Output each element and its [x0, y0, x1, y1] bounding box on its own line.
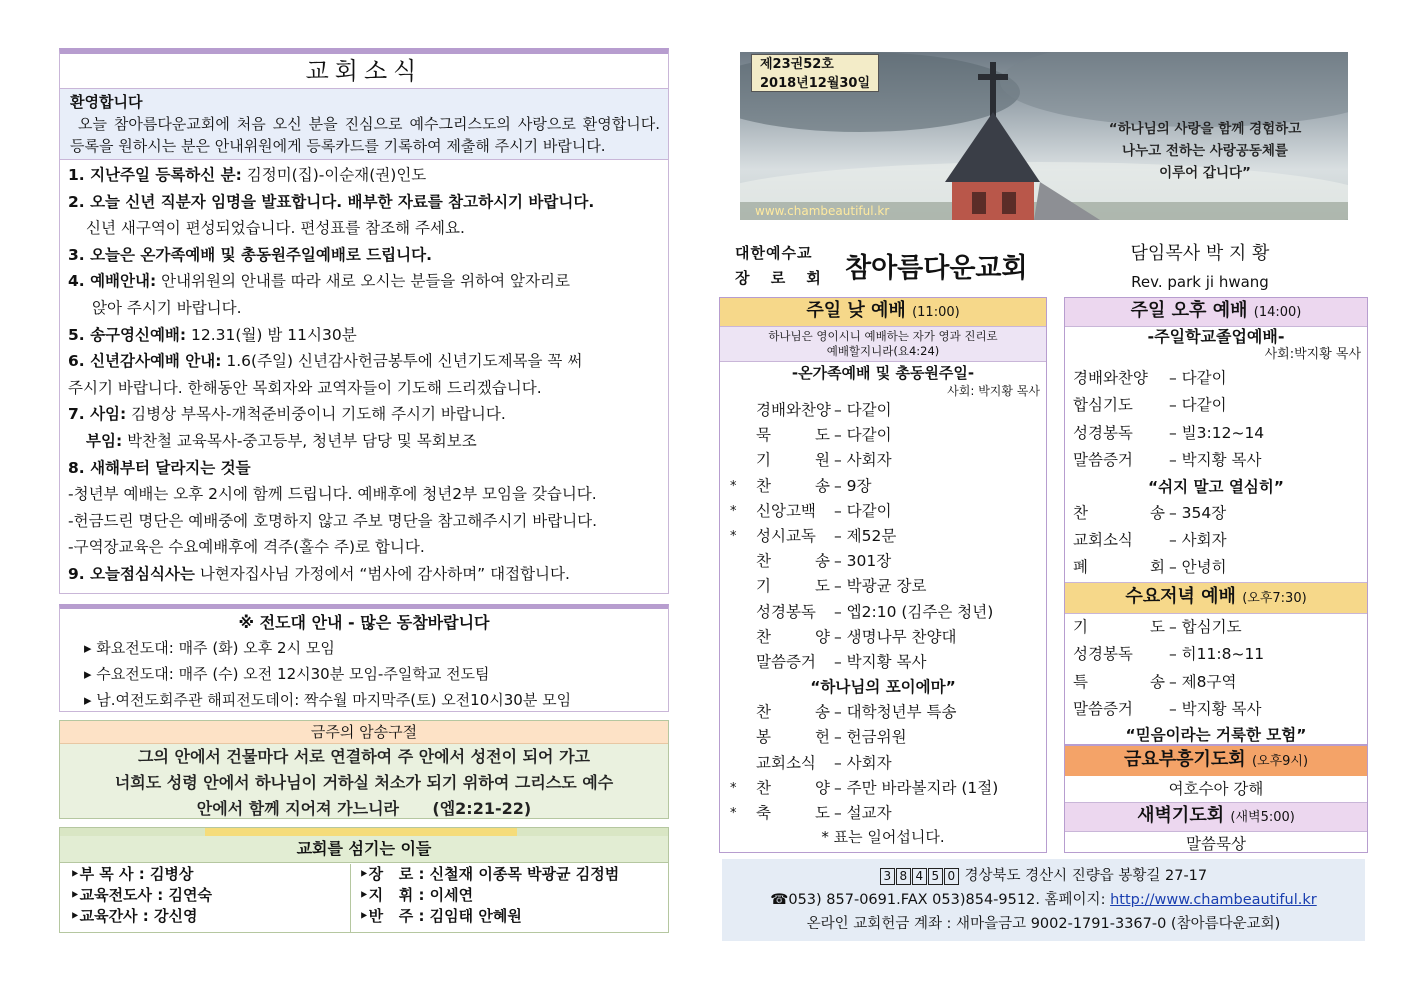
news-item-text: 나현자집사님 가정에서 “범사에 감사하며” 대접합니다. — [194, 564, 570, 583]
sunday-am-title: 주일 낮 예배 — [806, 300, 906, 321]
sunday-am-sermon-title: “하나님의 포이에마” — [810, 678, 956, 697]
order-item — [720, 574, 1046, 599]
zip-digit: 5 — [928, 868, 943, 885]
denomination-line: 대한예수교 — [735, 244, 813, 262]
order-item-value: – 설교자 — [834, 804, 892, 823]
staff-title: 교회를 섬기는 이들 — [60, 836, 668, 863]
standing-mark: * — [730, 478, 737, 494]
staff-item: ‣지 휘 : 이세연 — [359, 886, 474, 904]
staff-panel — [59, 827, 669, 933]
order-item — [720, 776, 1046, 801]
order-item-name: 찬 송 — [756, 476, 830, 495]
order-item-value: – 9장 — [834, 476, 872, 495]
order-item — [1065, 554, 1367, 581]
contact-line — [722, 888, 1365, 912]
news-item — [68, 162, 660, 189]
sunday-pm-order-2 — [1065, 500, 1367, 582]
order-item-name: 기 도 — [756, 577, 830, 596]
verse-line: 너희도 성령 안에서 하나님이 거하실 처소가 되기 위하여 그리스도 예수 — [114, 773, 614, 792]
order-item-name: 찬 송 — [1073, 503, 1165, 522]
order-item — [1065, 447, 1367, 474]
homepage-link[interactable]: http://www.chambeautiful.kr — [1110, 892, 1317, 908]
wednesday-order — [1065, 614, 1367, 724]
order-item-value: – 다같이 — [834, 501, 892, 520]
news-item-label: 7. 사임: — [68, 405, 127, 424]
staff-list-right — [350, 864, 619, 932]
memory-verse-title: 금주의 암송구절 — [60, 721, 668, 744]
order-item-name: 기 도 — [1073, 617, 1165, 636]
order-item-name: 찬 양 — [756, 627, 830, 646]
order-item-value: – 301장 — [834, 552, 892, 571]
standing-note: * 표는 일어섭니다. — [821, 828, 945, 847]
banner-url: www.chambeautiful.kr — [755, 204, 890, 218]
news-title: 교회소식 — [60, 54, 668, 89]
order-item — [720, 700, 1046, 725]
order-item-value: – 엡2:10 (김주은 청년) — [834, 602, 994, 621]
news-item-text: 1.6(주일) 신년감사헌금봉투에 신년기도제목을 꼭 써 — [221, 352, 583, 371]
evangelism-title: ※ 전도대 안내 - 많은 동참바랍니다 — [238, 613, 490, 632]
news-item-label: 2. 오늘 신년 직분자 임명을 발표합니다. 배부한 자료를 참고하시기 바랍니다. — [68, 192, 595, 211]
order-item-value: – 빌3:12~14 — [1169, 423, 1265, 442]
zip-digit: 4 — [912, 868, 927, 885]
news-item-label: 부임: — [86, 431, 123, 450]
staff-item: ‣교육간사 : 강신영 — [70, 907, 198, 925]
staff-item: ‣부 목 사 : 김병상 — [70, 865, 194, 883]
staff-item: ‣반 주 : 김임태 안혜원 — [359, 907, 522, 925]
news-item-label: 1. 지난주일 등록하신 분: — [68, 166, 242, 184]
order-item-value: – 안녕히 — [1169, 558, 1227, 577]
order-item-value: – 히11:8~11 — [1169, 645, 1265, 664]
memory-verse-panel — [59, 720, 669, 819]
order-item-value: – 박지황 목사 — [834, 653, 927, 672]
order-item-value: – 다같이 — [834, 426, 892, 445]
news-item — [68, 295, 660, 322]
order-item — [720, 448, 1046, 473]
news-item — [68, 561, 660, 588]
order-item — [1065, 500, 1367, 527]
order-item-value: – 제52문 — [834, 527, 897, 546]
news-item — [68, 268, 660, 295]
order-item — [720, 398, 1046, 423]
order-item — [720, 423, 1046, 448]
church-name: 참아름다운교회 — [845, 253, 1028, 284]
standing-mark: * — [730, 503, 737, 519]
order-item — [1065, 696, 1367, 723]
news-item-text: 김정미(집)-이순재(권)인도 — [241, 166, 427, 184]
order-item — [1065, 365, 1367, 392]
news-item-text: 박찬철 교육목사-중고등부, 청년부 담당 및 목회보조 — [122, 431, 477, 450]
order-item — [1065, 527, 1367, 554]
order-item — [1065, 392, 1367, 419]
order-item-value: – 사회자 — [834, 753, 892, 772]
order-item-value: – 박광균 장로 — [834, 577, 927, 596]
order-item-name: 폐 회 — [1073, 558, 1165, 577]
order-item — [720, 549, 1046, 574]
pastor-info — [1100, 240, 1300, 296]
order-item — [720, 625, 1046, 650]
order-item-value: – 사회자 — [1169, 531, 1227, 550]
standing-mark: * — [730, 806, 737, 822]
order-item — [720, 801, 1046, 826]
news-item-text: 앉아 주시기 바랍니다. — [92, 298, 242, 317]
order-item-value: – 주만 바라볼지라 (1절) — [834, 778, 999, 797]
order-item-name: 특 송 — [1073, 672, 1165, 691]
news-item-text: 신년 새구역이 편성되었습니다. 편성표를 참조해 주세요. — [86, 219, 465, 238]
memory-verse-text — [60, 744, 668, 822]
zip-digit: 0 — [944, 868, 959, 885]
order-item — [720, 725, 1046, 750]
order-item — [720, 474, 1046, 499]
issue-volume: 제23권52호 — [760, 57, 834, 72]
sunday-morning-service — [719, 297, 1047, 853]
account-info: 온라인 교회헌금 계좌 : 새마을금고 9002-1791-3367-0 (참아름다운교회) — [806, 916, 1281, 932]
sunday-pm-title: 주일 오후 예배 — [1130, 300, 1248, 321]
news-item-text: 12.31(월) 밤 11시30분 — [186, 325, 357, 344]
order-item-name: 교회소식 — [1073, 531, 1133, 550]
news-item-label: 8. 새해부터 달라지는 것들 — [68, 458, 251, 477]
sunday-am-header — [720, 298, 1046, 327]
order-item-value: – 다같이 — [834, 401, 892, 419]
order-item-name: 찬 송 — [756, 703, 830, 722]
order-item-name: 축 도 — [756, 804, 830, 823]
news-item — [68, 481, 660, 508]
staff-item: ‣장 로 : 신철재 이종목 박광균 김정범 — [359, 865, 620, 883]
order-item-name: 찬 송 — [756, 552, 830, 571]
news-item — [68, 322, 660, 349]
news-items — [60, 160, 668, 588]
order-item-name: 성시교독 — [756, 527, 816, 546]
slogan-line: 이루어 갑니다” — [1159, 165, 1251, 181]
order-item-value: – 사회자 — [834, 451, 892, 470]
news-item-text: -헌금드린 명단은 예배중에 호명하지 않고 주보 명단을 참고해주시기 바랍니다. — [68, 511, 598, 530]
friday-title: 금요부흥기도회 — [1123, 749, 1246, 770]
staff-item: ‣교육전도사 : 김연숙 — [70, 886, 212, 904]
news-item-text: 김병상 부목사-개척준비중이니 기도해 주시기 바랍니다. — [126, 405, 506, 424]
order-item — [720, 650, 1046, 675]
standing-mark: * — [730, 780, 737, 796]
order-item-name: 말씀증거 — [1073, 451, 1133, 470]
order-item — [1065, 641, 1367, 668]
order-item — [720, 524, 1046, 549]
prayer-meetings — [1064, 745, 1368, 853]
church-slogan — [1070, 118, 1340, 184]
sunday-am-order-2 — [720, 700, 1046, 826]
order-item-name: 교회소식 — [756, 753, 816, 772]
news-item-text: -청년부 예배는 오후 2시에 함께 드립니다. 예배후에 청년2부 모임을 갖습니다. — [68, 485, 597, 504]
friday-topic: 여호수아 강해 — [1065, 776, 1367, 803]
order-item-name: 말씀증거 — [756, 653, 816, 672]
pastor-name-ko: 담임목사 박 지 황 — [1130, 243, 1270, 264]
news-item — [68, 508, 660, 535]
slogan-line: 나누고 전하는 사랑공동체를 — [1122, 143, 1288, 159]
wednesday-time: (오후7:30) — [1242, 590, 1307, 606]
news-item-label: 3. 오늘은 온가족예배 및 총동원주일예배로 드립니다. — [68, 245, 432, 264]
sunday-am-leader: 사회: 박지황 목사 — [947, 384, 1040, 398]
welcome-box — [60, 89, 668, 160]
news-item-text: 주시기 바랍니다. 한해동안 목회자와 교역자들이 기도해 드리겠습니다. — [68, 378, 542, 397]
zip-digit: 3 — [880, 868, 895, 885]
order-item-name: 묵 도 — [756, 426, 830, 445]
standing-mark: * — [730, 529, 737, 545]
news-item — [68, 215, 660, 242]
sunday-pm-service-name: -주일학교졸업예배- — [1147, 327, 1285, 346]
order-item-name: 합심기도 — [1073, 396, 1133, 415]
news-item — [68, 401, 660, 428]
news-item — [68, 189, 660, 216]
sunday-pm-time: (14:00) — [1253, 305, 1302, 320]
address-line — [722, 864, 1365, 888]
order-item — [1065, 669, 1367, 696]
order-item-value: – 헌금위원 — [834, 728, 907, 747]
order-item-name: 경배와찬양 — [756, 401, 831, 419]
news-item — [68, 455, 660, 482]
issue-date: 2018년12월30일 — [760, 76, 871, 91]
news-item-label: 6. 신년감사예배 안내: — [68, 352, 222, 371]
sunday-am-verse: 하나님은 영이시니 예배하는 자가 영과 진리로 예배할지니라(요4:24) — [720, 327, 1046, 362]
evangelism-panel — [59, 604, 669, 712]
order-item-value: – 다같이 — [1169, 396, 1227, 415]
sunday-pm-order — [1065, 365, 1367, 475]
verse-line: 그의 안에서 건물마다 서로 연결하여 주 안에서 성전이 되어 가고 — [138, 747, 590, 766]
order-item-value: – 다같이 — [1169, 369, 1227, 387]
order-item-name: 기 원 — [756, 451, 830, 470]
news-item-label: 5. 송구영신예배: — [68, 325, 187, 344]
address-box — [722, 859, 1365, 941]
order-item-name: 성경봉독 — [1073, 423, 1133, 442]
order-item — [720, 600, 1046, 625]
zip-code — [880, 864, 960, 888]
sunday-pm-header — [1065, 298, 1367, 327]
denomination-line: 장 로 회 — [735, 269, 829, 287]
news-item-text: -구역장교육은 수요예배후에 격주(홀수 주)로 합니다. — [68, 538, 425, 557]
address-text: 경상북도 경산시 진량읍 봉황길 27-17 — [959, 868, 1208, 884]
wednesday-sermon-title: “믿음이라는 거룩한 모험” — [1125, 726, 1307, 745]
order-item-value: – 박지황 목사 — [1169, 700, 1262, 719]
order-item — [720, 499, 1046, 524]
dawn-title: 새벽기도회 — [1137, 805, 1225, 826]
evangelism-item: ▸ 남.여전도회주관 해피전도데이: 짝수월 마지막주(토) 오전10시30분 모임 — [84, 691, 572, 709]
order-item-name: 성경봉독 — [756, 602, 816, 621]
order-item-value: – 생명나무 찬양대 — [834, 627, 957, 646]
friday-header — [1065, 746, 1367, 776]
news-item — [68, 242, 660, 269]
sunday-am-order — [720, 398, 1046, 675]
denomination — [735, 241, 829, 291]
order-item-name: 신앙고백 — [756, 501, 816, 520]
order-item-value: – 제8구역 — [1169, 672, 1237, 691]
news-item — [68, 375, 660, 402]
news-item — [68, 348, 660, 375]
news-item-label: 4. 예배안내: — [68, 272, 157, 291]
verse-line: 안에서 함께 지어져 가느니라 (엡2:21-22) — [196, 799, 532, 818]
order-item-name: 성경봉독 — [1073, 645, 1133, 664]
order-item-value: – 대학청년부 특송 — [834, 703, 957, 722]
sunday-am-service-name: -온가족예배 및 총동원주일- — [791, 364, 975, 382]
sunday-afternoon-service — [1064, 297, 1368, 745]
order-item — [1065, 614, 1367, 641]
staff-bar-accent — [205, 828, 517, 836]
dawn-header — [1065, 803, 1367, 832]
welcome-heading: 환영합니다 — [70, 93, 143, 111]
evangelism-item: ▸ 수요전도대: 매주 (수) 오전 12시30분 모임-주일학교 전도팀 — [84, 665, 490, 683]
news-item — [68, 428, 660, 455]
welcome-body: 오늘 참아름다운교회에 처음 오신 분을 진심으로 예수그리스도의 사랑으로 환영합니다. 등록을 원하시는 분은 안내위원에게 등록카드를 기록하여 제출해 주시기 바랍니다. — [70, 115, 660, 155]
order-item-value: – 354장 — [1169, 503, 1227, 522]
dawn-topic: 말씀묵상 — [1186, 835, 1246, 853]
order-item-name: 찬 양 — [756, 778, 830, 797]
wednesday-header — [1065, 582, 1367, 614]
news-item-label: 9. 오늘점심식사는 — [68, 564, 195, 583]
sunday-am-time: (11:00) — [912, 305, 960, 320]
news-item — [68, 534, 660, 561]
evangelism-item: ▸ 화요전도대: 매주 (화) 오후 2시 모임 — [84, 639, 335, 657]
order-item — [720, 751, 1046, 776]
phone-fax: ☎053) 857-0691.FAX 053)854-9512. 홈페이지: — [770, 892, 1111, 908]
order-item — [1065, 420, 1367, 447]
sunday-pm-sermon-title: “쉬지 말고 열심히” — [1148, 477, 1284, 496]
sunday-pm-leader: 사회:박지황 목사 — [1264, 347, 1361, 362]
order-item-name: 봉 헌 — [756, 728, 830, 747]
issue-info — [751, 54, 879, 92]
order-item-name: 경배와찬양 — [1073, 369, 1148, 387]
news-item-text: 안내위원의 안내를 따라 새로 오시는 분들을 위하여 앞자리로 — [156, 272, 570, 291]
order-item-name: 말씀증거 — [1073, 700, 1133, 719]
pastor-name-en: Rev. park ji hwang — [1131, 273, 1269, 291]
wednesday-title: 수요저녁 예배 — [1125, 585, 1236, 607]
dawn-time: (새벽5:00) — [1230, 810, 1295, 825]
zip-digit: 8 — [896, 868, 911, 885]
staff-list-left — [70, 864, 212, 927]
friday-time: (오후9시) — [1251, 754, 1309, 769]
order-item-value: – 합심기도 — [1169, 617, 1242, 636]
order-item-value: – 박지황 목사 — [1169, 451, 1262, 470]
slogan-line: “하나님의 사랑을 함께 경험하고 — [1108, 121, 1302, 137]
church-news-panel — [59, 48, 669, 594]
